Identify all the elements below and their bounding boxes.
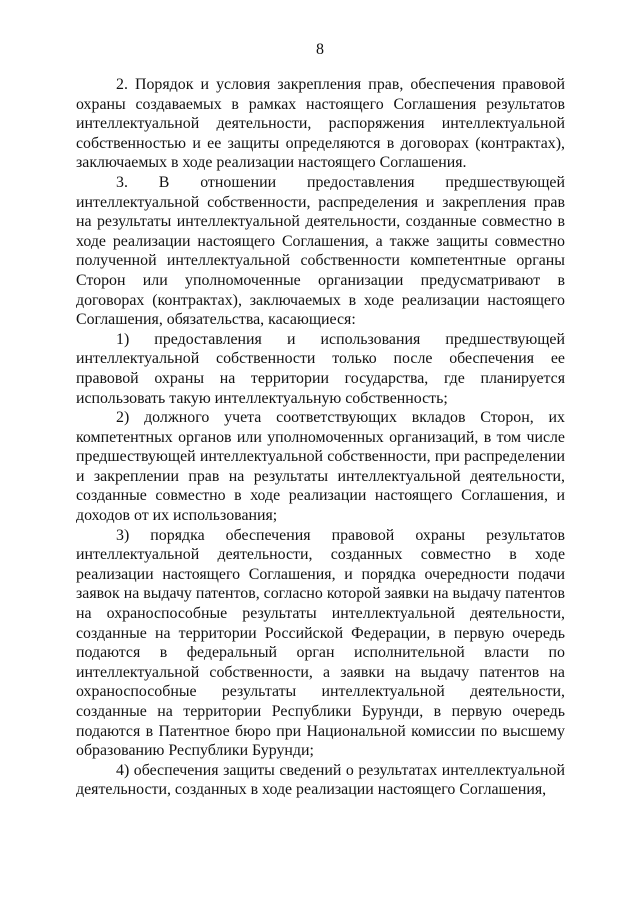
paragraph-subclause-4: 4) обеспечения защиты сведений о результатах интеллектуальной деятельности, созданных в ходе реализации настоящего Соглашения, <box>76 761 565 799</box>
paragraph-subclause-2: 2) должного учета соответствующих вкладов Сторон, их компетентных органов или уполномоченных организаций, в том числе предшествующей интеллектуальной собственности, при распределении и закреплении прав на результаты интеллектуальной деятельности, созданные совместно в ходе реализации настоящего Соглашения, и доходов от их использования; <box>76 409 565 525</box>
paragraph-subclause-1: 1) предоставления и использования предшествующей интеллектуальной собственности только после обеспечения ее правовой охраны на территории государства, где планируется использовать такую интеллектуальную собственность; <box>76 330 565 407</box>
page-number: 8 <box>316 41 324 58</box>
paragraph-clause-3: 3. В отношении предоставления предшествующей интеллектуальной собственности, распределения и закрепления прав на результаты интеллектуальной деятельности, созданные совместно в ходе реализации настоящего Соглашения, а также защиты совместно полученной интеллектуальной собственности компетентные органы Сторон или уполномоченные организации предусматривают в договорах (контрактах), заключаемых в ходе реализации настоящего Соглашения, обязательства, касающиеся: <box>76 173 565 329</box>
paragraph-clause-2: 2. Порядок и условия закрепления прав, обеспечения правовой охраны создаваемых в рамках настоящего Соглашения результатов интеллектуальной деятельности, распоряжения интеллектуальной собственностью и ее защиты определяются в договорах (контрактах), заключаемых в ходе реализации настоящего Соглашения. <box>76 76 565 172</box>
document-body <box>76 75 565 800</box>
paragraph-subclause-3: 3) порядка обеспечения правовой охраны результатов интеллектуальной деятельности, созданных совместно в ходе реализации настоящего Соглашения, и порядка очередности подачи заявок на выдачу патентов, согласно которой заявки на выдачу патентов на охраноспособные результаты интеллектуальной деятельности, созданные на территории Российской Федерации, в первую очередь подаются в федеральный орган исполнительной власти по интеллектуальной собственности, а заявки на выдачу патентов на охраноспособные результаты интеллектуальной деятельности, созданные на территории Республики Бурунди, в первую очередь подаются в Патентное бюро при Национальной комиссии по высшему образованию Республики Бурунди; <box>76 526 565 760</box>
